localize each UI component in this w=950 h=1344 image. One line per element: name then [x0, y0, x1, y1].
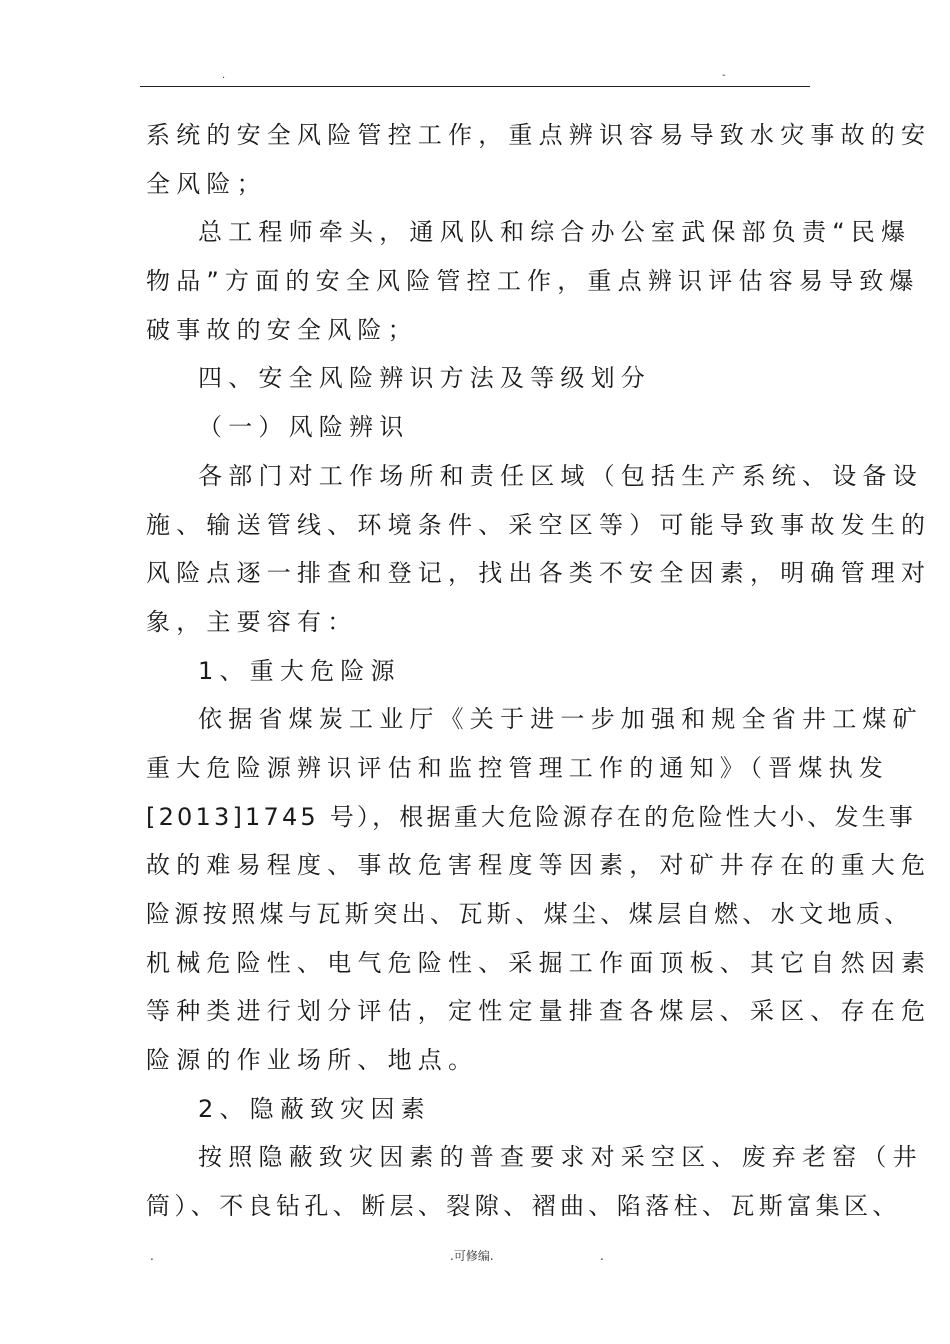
text-line: 重大危险源辨识评估和监控管理工作的通知》（晋煤执发: [146, 753, 889, 782]
text-line: 物品”方面的安全风险管控工作，重点辨识评估容易导致爆: [146, 267, 920, 296]
item-heading: 1、重大危险源: [198, 656, 401, 685]
text-line: 险源按照煤与瓦斯突出、瓦斯、煤尘、煤层自燃、水文地质、: [146, 900, 913, 928]
text-line: 施、输送管线、环境条件、采空区等）可能导致事故发生的: [146, 510, 932, 539]
text-line: 象，主要容有：: [146, 607, 358, 636]
text-line: 风险点逐一排查和登记，找出各类不安全因素，明确管理对: [146, 559, 932, 588]
text-line: 险源的作业场所、地点。: [146, 1046, 479, 1075]
text-line: 破事故的安全风险；: [146, 315, 418, 344]
item-heading: 2、隐蔽致灾因素: [198, 1094, 431, 1123]
text-line: 筒）、不良钻孔、断层、裂隙、褶曲、陷落柱、瓦斯富集区、: [146, 1192, 901, 1221]
text-line: 依据省煤炭工业厅《关于进一步加强和规全省井工煤矿: [198, 705, 923, 734]
text-line: 机械危险性、电气危险性、采掘工作面顶板、其它自然因素: [146, 948, 932, 977]
text-line: 按照隐蔽致灾因素的普查要求对采空区、废弃老窑（井: [198, 1143, 923, 1172]
header-right-mark: -: [722, 70, 726, 81]
header-rule: [140, 86, 810, 87]
text-line: 故的难易程度、事故危害程度等因素，对矿井存在的重大危: [146, 851, 932, 880]
body-text: [146, 113, 932, 1233]
text-line: [2013]1745 号），根据重大危险源存在的危险性大小、发生事: [146, 802, 917, 831]
text-line: 系统的安全风险管控工作，重点辨识容易导致水灾事故的安: [146, 121, 932, 149]
footer-left-mark: .: [150, 1249, 154, 1263]
subsection-heading: （一）风险辨识: [198, 413, 410, 442]
text-line: 等种类进行划分评估，定性定量排查各煤层、采区、存在危: [146, 997, 932, 1026]
header-left-mark: .: [222, 70, 226, 81]
text-line: 各部门对工作场所和责任区域（包括生产系统、设备设: [198, 461, 923, 490]
text-line: 总工程师牵头，通风队和综合办公室武保部负责“民爆: [198, 218, 912, 247]
section-heading: 四、安全风险辨识方法及等级划分: [198, 364, 651, 393]
text-line: 全风险；: [146, 169, 267, 198]
footer-right-mark: .: [600, 1249, 604, 1263]
footer-editable-note: .可修编.: [450, 1249, 494, 1263]
